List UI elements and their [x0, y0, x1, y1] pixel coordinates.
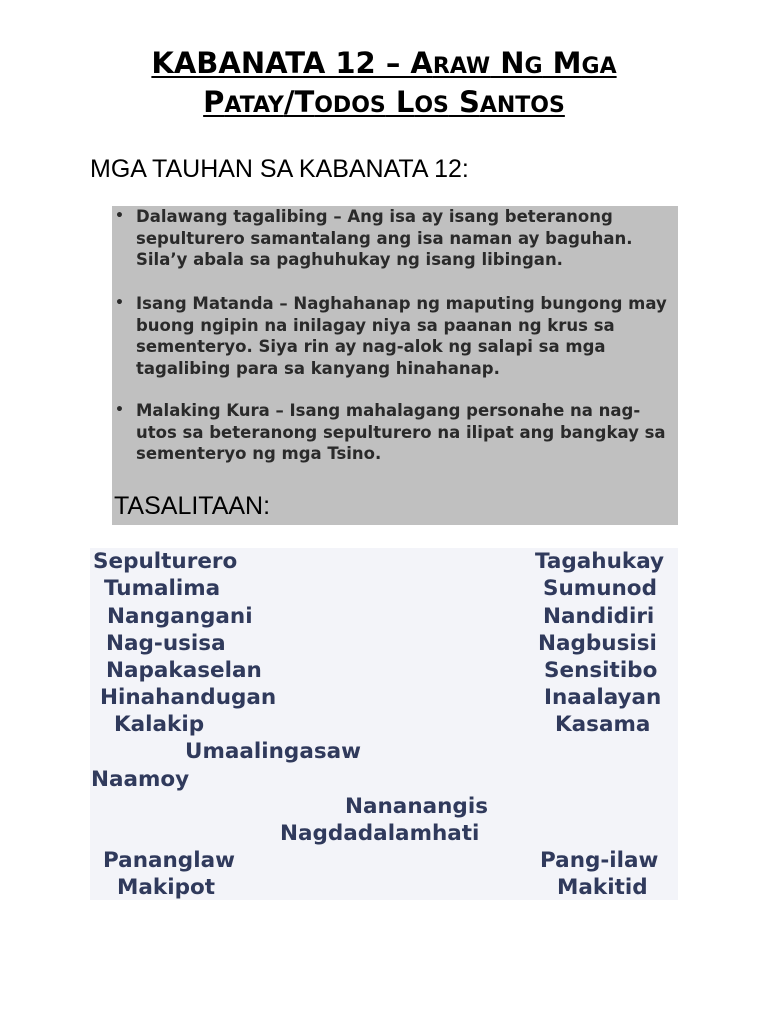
bullet-icon: •	[115, 402, 124, 418]
character-item	[115, 206, 676, 271]
vocab-meaning: Naamoy	[91, 767, 190, 792]
character-description: Isang Matanda – Naghahanap ng maputing bungong may buong ngipin na inilagay niya sa paanan ng krus sa sementeryo. Siya rin ay nag-alok ng salapi sa mga tagalibing para sa kanyang hinahanap.	[136, 294, 667, 378]
vocab-word: Kalakip	[114, 712, 205, 737]
characters-box	[112, 206, 678, 525]
characters-heading: MGA TAUHAN SA KABANATA 12:	[90, 155, 469, 183]
document-title-line-1: KABANATA 12 – ARAW NG MGA	[151, 46, 617, 80]
vocab-word: Napakaselan	[106, 658, 262, 683]
vocabulary-box	[90, 548, 678, 900]
vocab-meaning: Nandidiri	[543, 604, 655, 629]
vocabulary-heading: TASALITAAN:	[114, 492, 271, 520]
character-item	[115, 400, 676, 465]
vocab-meaning: Tagahukay	[535, 549, 665, 574]
vocab-word: Tumalima	[104, 576, 221, 601]
vocab-meaning: Nagbusisi	[538, 631, 657, 656]
character-item	[115, 293, 676, 379]
vocab-word: Pananglaw	[103, 848, 235, 873]
vocab-meaning: Makitid	[557, 875, 648, 900]
vocab-meaning: Sumunod	[543, 576, 657, 601]
vocab-word: Makipot	[117, 875, 216, 900]
vocab-word: Nananangis	[345, 794, 488, 819]
vocab-meaning: Inaalayan	[544, 685, 662, 710]
vocab-meaning: Sensitibo	[544, 658, 658, 683]
document-title-line-2: PATAY/TODOS LOS SANTOS	[203, 85, 565, 119]
vocab-meaning: Nagdadalamhati	[280, 821, 480, 846]
vocab-meaning: Kasama	[555, 712, 651, 737]
vocab-word: Nag-usisa	[106, 631, 226, 656]
vocab-word: Nangangani	[107, 604, 253, 629]
vocab-word: Hinahandugan	[100, 685, 277, 710]
character-description: Malaking Kura – Isang mahalagang personahe na nag-utos sa beteranong sepulturero na ilipat ang bangkay sa sementeryo ng mga Tsino.	[136, 401, 666, 463]
vocab-word: Sepulturero	[93, 549, 238, 574]
vocab-word: Umaalingasaw	[185, 739, 361, 764]
character-description: Dalawang tagalibing – Ang isa ay isang beteranong sepulturero samantalang ang isa naman ay baguhan. Sila’y abala sa paghuhukay ng isang libingan.	[136, 207, 633, 269]
bullet-icon: •	[115, 208, 124, 224]
vocab-meaning: Pang-ilaw	[540, 848, 659, 873]
bullet-icon: •	[115, 295, 124, 311]
